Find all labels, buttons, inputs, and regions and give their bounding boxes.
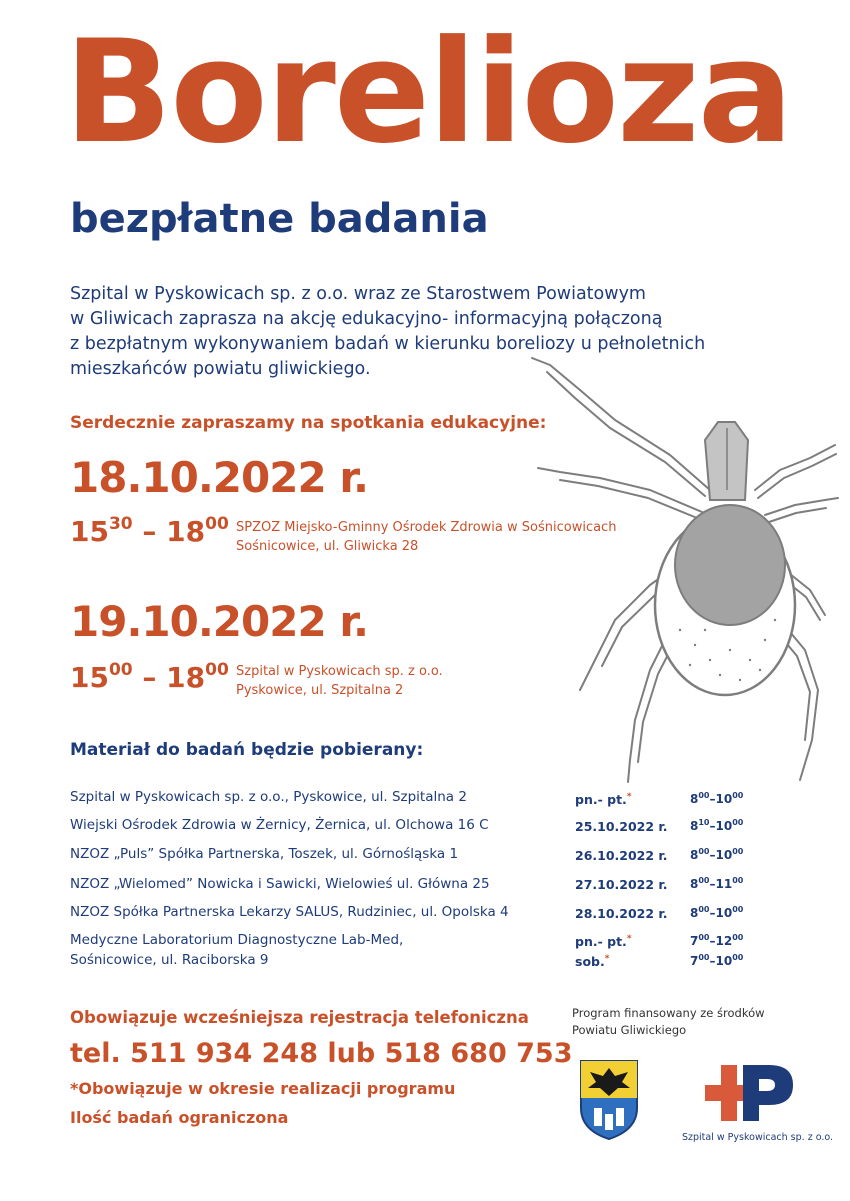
location-name: Medyczne Laboratorium Diagnostyczne Lab-Med, Sośnicowice, ul. Raciborska 9 bbox=[70, 932, 404, 968]
phone-numbers: tel. 511 934 248 lub 518 680 753 bbox=[70, 1038, 573, 1069]
event-date: 18.10.2022 r. bbox=[70, 453, 369, 502]
location-hours: $8^{00}-10^{00}$ bbox=[690, 905, 744, 920]
location-hours: $8^{00}-11^{00}$ bbox=[690, 876, 744, 891]
location-day: 26.10.2022 r. bbox=[575, 848, 668, 864]
hospital-logo-icon bbox=[703, 1063, 795, 1123]
coat-of-arms-icon bbox=[578, 1058, 640, 1142]
location-day: sob.* bbox=[575, 954, 610, 970]
location-day: 25.10.2022 r. bbox=[575, 819, 668, 835]
location-name: NZOZ Spółka Partnerska Lekarzy SALUS, Rudziniec, ul. Opolska 4 bbox=[70, 904, 509, 920]
poster-subtitle: bezpłatne badania bbox=[70, 196, 489, 242]
material-heading: Materiał do badań będzie pobierany: bbox=[70, 740, 424, 760]
location-name: Wiejski Ośrodek Zdrowia w Żernicy, Żernica, ul. Olchowa 16 C bbox=[70, 817, 489, 833]
location-hours: $7^{00}-10^{00}$ bbox=[690, 953, 744, 968]
registration-note: Obowiązuje wcześniejsza rejestracja telefoniczna bbox=[70, 1008, 529, 1027]
location-hours: $8^{00}-10^{00}$ bbox=[690, 847, 744, 862]
location-hours: $8^{10}-10^{00}$ bbox=[690, 818, 744, 833]
tick-illustration bbox=[520, 350, 840, 790]
program-note: *Obowiązuje w okresie realizacji programu bbox=[70, 1079, 456, 1098]
location-day: pn.- pt.* bbox=[575, 934, 632, 950]
intro-line: z bezpłatnym wykonywaniem badań w kierunku boreliozy u pełnoletnich bbox=[70, 334, 706, 354]
location-name: NZOZ „Wielomed” Nowicka i Sawicki, Wielowieś ul. Główna 25 bbox=[70, 876, 490, 892]
intro-line: w Gliwicach zaprasza na akcję edukacyjno- informacyjną połączoną bbox=[70, 309, 663, 329]
location-day: pn.- pt.* bbox=[575, 792, 632, 808]
event-venue: SPZOZ Miejsko-Gminny Ośrodek Zdrowia w Sośnicowicach Sośnicowice, ul. Gliwicka 28 bbox=[236, 520, 617, 554]
poster-title: Borelioza bbox=[64, 10, 792, 175]
invite-heading: Serdecznie zapraszamy na spotkania edukacyjne: bbox=[70, 413, 547, 433]
program-funding: Program finansowany ze środków Powiatu Gliwickiego bbox=[572, 1006, 765, 1037]
event-time: $15^{00} - 18^{00}$ bbox=[70, 660, 229, 694]
location-name: NZOZ „Puls” Spółka Partnerska, Toszek, ul. Górnośląska 1 bbox=[70, 846, 459, 862]
hospital-name: Szpital w Pyskowicach sp. z o.o. bbox=[682, 1132, 834, 1143]
location-day: 27.10.2022 r. bbox=[575, 877, 668, 893]
event-date: 19.10.2022 r. bbox=[70, 597, 369, 646]
location-name: Szpital w Pyskowicach sp. z o.o., Pyskowice, ul. Szpitalna 2 bbox=[70, 789, 467, 805]
location-hours: $8^{00}-10^{00}$ bbox=[690, 791, 744, 806]
event-venue: Szpital w Pyskowicach sp. z o.o. Pyskowice, ul. Szpitalna 2 bbox=[236, 664, 443, 698]
intro-line: mieszkańców powiatu gliwickiego. bbox=[70, 359, 371, 379]
intro-line: Szpital w Pyskowicach sp. z o.o. wraz ze Starostwem Powiatowym bbox=[70, 284, 646, 304]
limit-note: Ilość badań ograniczona bbox=[70, 1108, 289, 1127]
location-day: 28.10.2022 r. bbox=[575, 906, 668, 922]
location-hours: $7^{00}-12^{00}$ bbox=[690, 933, 744, 948]
event-time: $15^{30} - 18^{00}$ bbox=[70, 514, 229, 548]
